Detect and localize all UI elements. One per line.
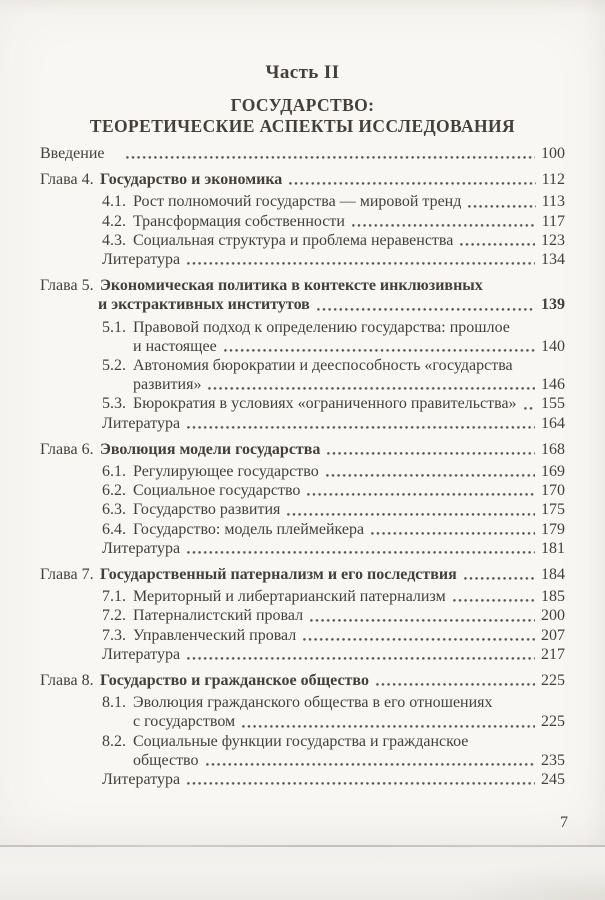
toc-entry-number: 5.1. — [102, 318, 126, 336]
toc-entry-text: Государство развития — [133, 501, 281, 519]
toc-entry-number: 6.4. — [102, 520, 126, 538]
toc-entry-text: Рост полномочий государства — мировой тренд — [133, 193, 462, 211]
toc-entry-number: 6.3. — [102, 501, 126, 519]
toc-row — [40, 481, 565, 500]
toc-entry-number: 8.2. — [102, 732, 126, 750]
toc-row — [40, 231, 565, 250]
toc-entry-text: Мериторный и либертарианский патернализм — [133, 588, 446, 606]
leader-dots — [460, 243, 535, 246]
toc-row — [40, 645, 565, 664]
toc-entry-text: Государство: модель плеймейкера — [133, 520, 365, 538]
leader-dots — [289, 182, 535, 185]
toc-entry-number: 6.1. — [102, 463, 126, 481]
toc-row — [40, 414, 565, 433]
leader-dots — [187, 551, 535, 554]
toc-page-number: 200 — [541, 607, 565, 625]
toc-entry-number: 7.2. — [102, 607, 126, 625]
toc-entry-number: 7.3. — [102, 626, 126, 644]
toc-row — [40, 712, 565, 731]
leader-dots — [317, 308, 535, 311]
leader-dots — [224, 349, 535, 352]
toc-row — [40, 732, 565, 751]
toc-entry-number: 6.2. — [102, 482, 126, 500]
toc-page-number: 168 — [541, 440, 565, 458]
toc-row — [40, 565, 565, 584]
leader-dots — [303, 638, 535, 641]
toc-page-number: 217 — [541, 645, 565, 663]
toc-entry-number: Глава 8. — [40, 672, 94, 690]
leader-dots — [352, 224, 536, 227]
leader-dots — [310, 619, 535, 622]
toc-entry-text: Государственный патернализм и его последствия — [100, 566, 457, 584]
toc-entry-text: Введение — [40, 145, 105, 162]
toc-entry-text: Регулирующее государство — [133, 463, 319, 481]
toc-page-number: 181 — [541, 539, 565, 557]
leader-dots — [206, 763, 536, 766]
leader-dots — [326, 474, 535, 477]
toc-entry-number: Глава 7. — [40, 566, 94, 584]
part-label: Часть II — [265, 62, 340, 83]
toc-entry-text: Автономия бюрократии и дееспособность «государства — [133, 357, 513, 375]
toc-entry-text: и настоящее — [133, 337, 217, 355]
toc-page-number: 117 — [541, 212, 565, 230]
toc-row — [40, 295, 565, 314]
toc-entry-number: 7.1. — [102, 588, 126, 606]
toc-row — [40, 375, 565, 394]
toc-row — [40, 337, 565, 356]
leader-dots — [242, 725, 535, 728]
toc-page-number: 139 — [541, 296, 565, 314]
leader-dots — [187, 782, 535, 785]
toc-row — [40, 539, 565, 558]
toc-row — [40, 626, 565, 645]
toc-entry-text: Литература — [102, 645, 181, 663]
toc-page-number: 184 — [541, 566, 565, 584]
toc-entry-text: развития» — [133, 376, 202, 394]
toc-row — [40, 440, 565, 459]
section-title-line2: ТЕОРЕТИЧЕСКИЕ АСПЕКТЫ ИССЛЕДОВАНИЯ — [89, 116, 516, 136]
toc-entry-text: Правовой подход к определению государства: прошлое — [133, 318, 510, 336]
toc-row — [40, 276, 565, 295]
leader-dots — [126, 156, 536, 159]
toc-entry-number: Глава 4. — [40, 171, 94, 189]
toc-page-number: 225 — [541, 672, 565, 690]
toc-entry-text: Управленческий провал — [133, 626, 297, 644]
toc-row — [40, 500, 565, 519]
toc-entry-text: Государство и гражданское общество — [100, 672, 369, 690]
toc-entry-text: Экономическая политика в контексте инклюзивных — [100, 277, 483, 295]
leader-dots — [468, 205, 535, 208]
toc-entry-text: общество — [133, 751, 199, 769]
toc-row — [40, 751, 565, 770]
toc-entry-text: Литература — [102, 251, 181, 269]
page-bottom-shadow — [0, 847, 605, 900]
section-title-line1: ГОСУДАРСТВО: — [230, 95, 375, 115]
toc-row — [40, 250, 565, 269]
toc-row — [40, 693, 565, 712]
toc-row — [40, 462, 565, 481]
toc-row — [40, 144, 565, 163]
toc-entry-text: и экстрактивных институтов — [98, 296, 310, 314]
toc-entry-text: Социальные функции государства и гражданское — [133, 732, 469, 750]
toc-entry-text: с государством — [133, 713, 236, 731]
toc-entry-number: Глава 6. — [40, 440, 94, 458]
toc-entry-number: 4.1. — [102, 193, 126, 211]
toc-page-number: 175 — [541, 501, 565, 519]
leader-dots — [287, 513, 535, 516]
toc-entry-text: Социальная структура и проблема неравенства — [133, 231, 454, 249]
toc-entry-number: 4.2. — [102, 212, 126, 230]
leader-dots — [208, 387, 535, 390]
toc-row — [40, 212, 565, 231]
toc-page-number: 100 — [541, 145, 565, 162]
toc-entry-text: Литература — [102, 539, 181, 557]
toc-page-number: 113 — [541, 193, 565, 211]
toc-page-number: 112 — [541, 171, 565, 189]
toc-page-number: 140 — [541, 337, 565, 355]
toc-entry-text: Эволюция модели государства — [100, 440, 321, 458]
toc-row — [40, 394, 565, 413]
leader-dots — [187, 426, 535, 429]
toc-page-number: 225 — [541, 713, 565, 731]
leader-dots — [371, 532, 535, 535]
toc-page-number: 164 — [541, 414, 565, 432]
toc-page-number: 235 — [541, 751, 565, 769]
toc-row — [40, 318, 565, 337]
toc-entry-text: Бюрократия в условиях «ограниченного правительства» — [133, 395, 517, 413]
toc-entry-number: Глава 5. — [40, 277, 94, 295]
toc-page-number: 123 — [541, 231, 565, 249]
toc-page-number: 207 — [541, 626, 565, 644]
leader-dots — [376, 683, 535, 686]
leader-dots — [327, 452, 535, 455]
toc-entry-text: Социальное государство — [133, 482, 301, 500]
leader-dots — [307, 493, 535, 496]
toc-entry-text: Трансформация собственности — [133, 212, 345, 230]
toc-entry-text: Литература — [102, 414, 181, 432]
leader-dots — [187, 657, 535, 660]
leader-dots — [464, 577, 535, 580]
toc-page-number: 155 — [541, 395, 565, 413]
toc-entry-number: 5.3. — [102, 395, 126, 413]
toc-row — [40, 671, 565, 690]
footer-page-number: 7 — [560, 814, 568, 831]
toc-row — [40, 192, 565, 211]
toc-row — [40, 770, 565, 789]
toc-page-number: 146 — [541, 376, 565, 394]
toc-row — [40, 606, 565, 625]
toc-page-number: 245 — [541, 771, 565, 789]
toc-list — [40, 144, 565, 789]
toc-entry-number: 4.3. — [102, 231, 126, 249]
toc-row — [40, 520, 565, 539]
toc-page-number: 170 — [541, 482, 565, 500]
toc-entry-text: Государство и экономика — [100, 171, 283, 189]
toc-row — [40, 356, 565, 375]
toc-page-number: 134 — [541, 251, 565, 269]
toc-row — [40, 587, 565, 606]
toc-page-number: 169 — [541, 463, 565, 481]
toc-entry-text: Литература — [102, 771, 181, 789]
toc-entry-text: Эволюция гражданского общества в его отношениях — [133, 694, 493, 712]
toc-page-number: 185 — [541, 588, 565, 606]
leader-dots — [524, 407, 535, 410]
toc-entry-number: 5.2. — [102, 357, 126, 375]
toc-entry-text: Патерналистский провал — [133, 607, 304, 625]
toc-row — [40, 170, 565, 189]
toc-page-number: 179 — [541, 520, 565, 538]
leader-dots — [453, 599, 535, 602]
leader-dots — [187, 262, 535, 265]
toc-entry-number: 8.1. — [102, 694, 126, 712]
section-title — [40, 95, 565, 137]
